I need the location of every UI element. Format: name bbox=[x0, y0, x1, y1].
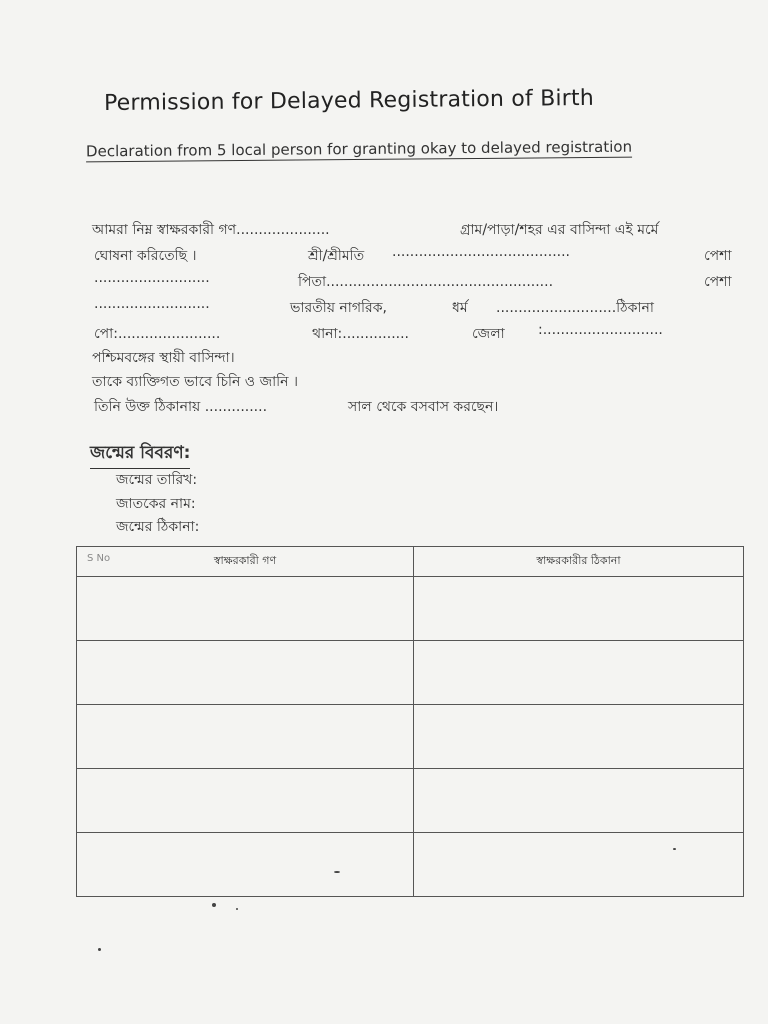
decl-line5-part-c: জেলা bbox=[472, 326, 505, 342]
decl-line5-part-a: পো:....................... bbox=[94, 326, 221, 342]
signatory-cell[interactable] bbox=[77, 833, 414, 897]
signatory-address-header: স্বাক্ষরকারীর ঠিকানা bbox=[414, 547, 744, 577]
decl-line1-part-b: গ্রাম/পাড়া/শহর এর বাসিন্দা এই মর্মে bbox=[460, 222, 659, 238]
decl-line4-part-c: ধর্ম bbox=[452, 300, 468, 316]
address-cell[interactable] bbox=[414, 769, 744, 833]
table-row bbox=[77, 641, 744, 705]
serial-number-header: S No bbox=[87, 553, 111, 564]
address-cell[interactable] bbox=[414, 705, 744, 769]
birth-details-heading: জন্মের বিবরণ: bbox=[90, 440, 190, 469]
decl-line3-part-c: পেশা bbox=[704, 274, 732, 290]
decl-line1-part-a: আমরা নিম্ন স্বাক্ষরকারী গণ..................... bbox=[92, 222, 330, 238]
scan-speck bbox=[98, 948, 101, 951]
decl-line3-part-b: পিতা................................................... bbox=[298, 274, 554, 290]
decl-line8-part-b: সাল থেকে বসবাস করছেন। bbox=[348, 399, 499, 415]
birth-address-label: জন্মের ঠিকানা: bbox=[116, 519, 200, 535]
decl-line8-part-a: তিনি উক্ত ঠিকানায় .............. bbox=[94, 399, 268, 415]
decl-line2-part-c: ........................................ bbox=[392, 244, 571, 260]
signatory-cell[interactable] bbox=[77, 641, 414, 705]
decl-line4-part-a: .......................... bbox=[94, 296, 210, 312]
table-row bbox=[77, 705, 744, 769]
decl-line5-part-b: থানা:............... bbox=[312, 326, 410, 342]
decl-line2-part-a: ঘোষনা করিতেছি । bbox=[94, 248, 197, 264]
declaration-line-7: তাকে ব্যাক্তিগত ভাবে চিনি ও জানি । bbox=[92, 374, 298, 390]
signature-table-header bbox=[77, 547, 744, 577]
decl-line4-part-b: ভারতীয় নাগরিক, bbox=[290, 300, 387, 316]
signatory-cell[interactable] bbox=[77, 577, 414, 641]
document-title: Permission for Delayed Registration of Birth bbox=[103, 85, 595, 117]
address-cell[interactable] bbox=[414, 577, 744, 641]
signature-table bbox=[76, 546, 744, 897]
signatories-header bbox=[77, 547, 414, 577]
child-name-label: জাতকের নাম: bbox=[116, 496, 196, 512]
address-cell[interactable] bbox=[414, 833, 744, 897]
table-row bbox=[77, 833, 744, 897]
signatory-cell[interactable] bbox=[77, 769, 414, 833]
decl-line2-part-b: শ্রী/শ্রীমতি bbox=[308, 248, 365, 264]
birth-date-label: জন্মের তারিখ: bbox=[116, 472, 198, 488]
signatories-header-label: স্বাক্ষরকারী গণ bbox=[213, 554, 277, 567]
address-cell[interactable] bbox=[414, 641, 744, 705]
decl-line4-part-d: ...........................ঠিকানা bbox=[496, 300, 654, 316]
signatory-cell[interactable] bbox=[77, 705, 414, 769]
document-subtitle: Declaration from 5 local person for granting okay to delayed registration bbox=[85, 137, 633, 161]
scan-speck bbox=[673, 848, 676, 850]
scan-speck bbox=[236, 908, 238, 910]
scan-speck bbox=[212, 903, 216, 907]
table-row bbox=[77, 769, 744, 833]
scan-speck bbox=[334, 871, 340, 873]
decl-line2-part-d: পেশা bbox=[704, 248, 732, 264]
table-row bbox=[77, 577, 744, 641]
decl-line3-part-a: .......................... bbox=[94, 270, 210, 286]
decl-line5-part-d: :........................... bbox=[538, 322, 663, 338]
declaration-line-6: পশ্চিমবঙ্গের স্থায়ী বাসিন্দা। bbox=[92, 350, 235, 366]
